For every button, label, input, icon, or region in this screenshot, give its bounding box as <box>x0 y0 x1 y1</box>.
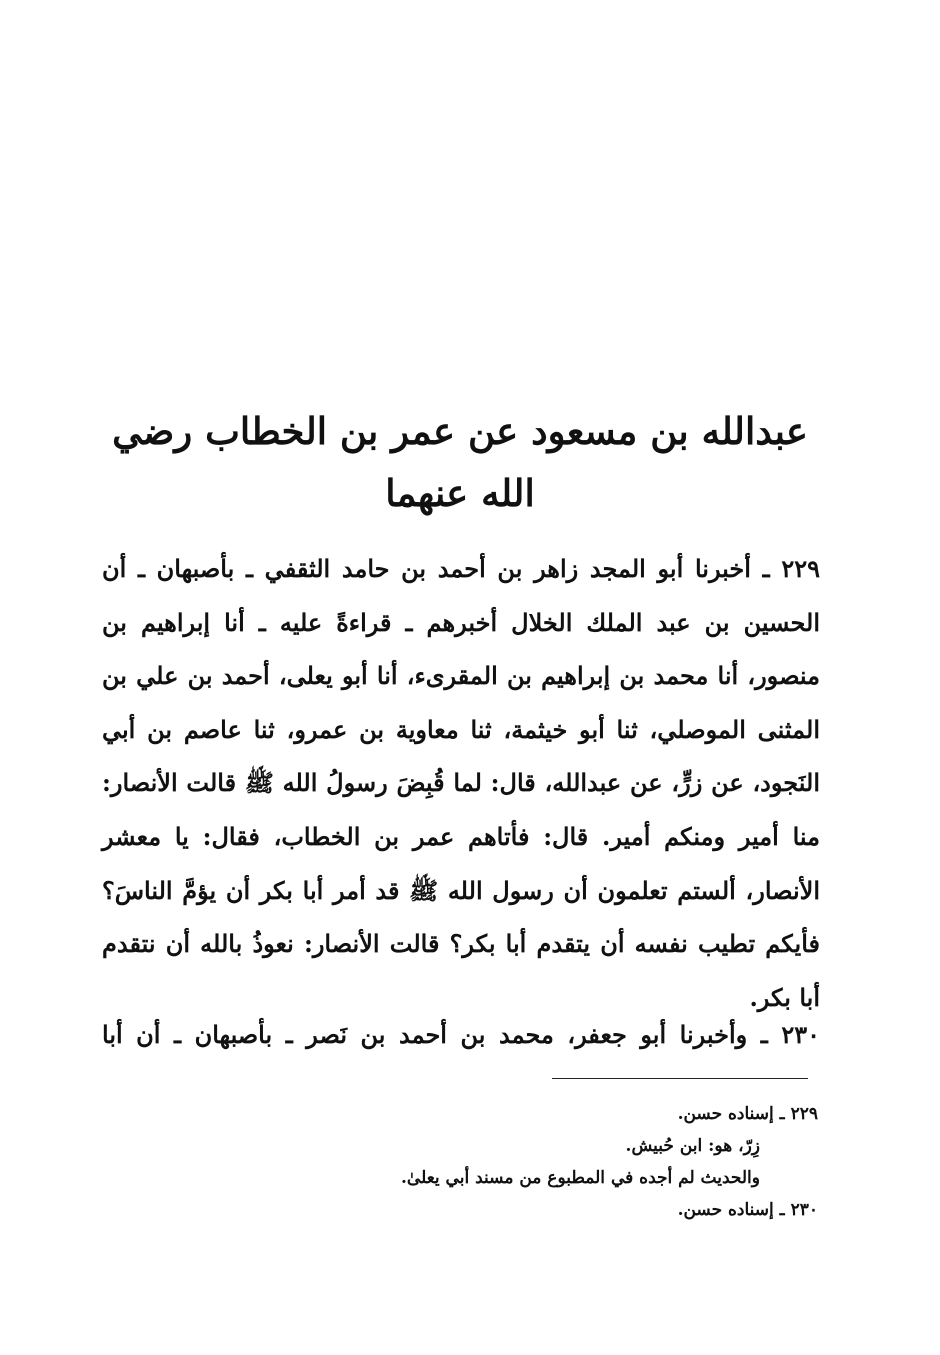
footnote-229: ٢٢٩ ـ إسناده حسن. <box>677 1104 818 1124</box>
footnote-229-narrator-note: زِرّ، هو: ابن حُبيش. <box>625 1136 760 1156</box>
chapter-title: عبدالله بن مسعود عن عمر بن الخطاب رضي الله عنهما <box>112 409 808 515</box>
footnote-divider <box>552 1078 808 1079</box>
footnote-229-source-note: والحديث لم أجده في المطبوع من مسند أبي يعلىٰ. <box>400 1168 760 1188</box>
footnote-230: ٢٣٠ ـ إسناده حسن. <box>677 1200 818 1220</box>
hadith-230-paragraph: ٢٣٠ ـ وأخبرنا أبو جعفر، محمد بن أحمد بن نَصر ـ بأصبهان ـ أن أبا <box>102 1020 820 1049</box>
footnotes <box>258 1098 818 1226</box>
hadith-229-paragraph: ٢٢٩ ـ أخبرنا أبو المجد زاهر بن أحمد بن حامد الثقفي ـ بأصبهان ـ أن الحسين بن عبد الملك الخلال أخبرهم ـ قراءةً عليه ـ أنا إبراهيم بن منصور، أنا محمد بن إبراهيم بن المقرىء، أنا أبو يعلى، أحمد بن علي بن المثنى الموصلي، ثنا أبو خيثمة، ثنا معاوية بن عمرو، ثنا عاصم بن أبي النَجود، عن زرٍّ، عن عبدالله، قال: لما قُبِضَ رسولُ الله ﷺ قالت الأنصار: منا أمير ومنكم أمير. قال: فأتاهم عمر بن الخطاب، فقال: يا معشر الأنصار، ألستم تعلمون أن رسول الله ﷺ قد أمر أبا بكر أن يؤمَّ الناسَ؟ فأيكم تطيب نفسه أن يتقدم أبا بكر؟ قالت الأنصار: نعوذُ بالله أن نتقدم أبا بكر. <box>102 554 821 1012</box>
